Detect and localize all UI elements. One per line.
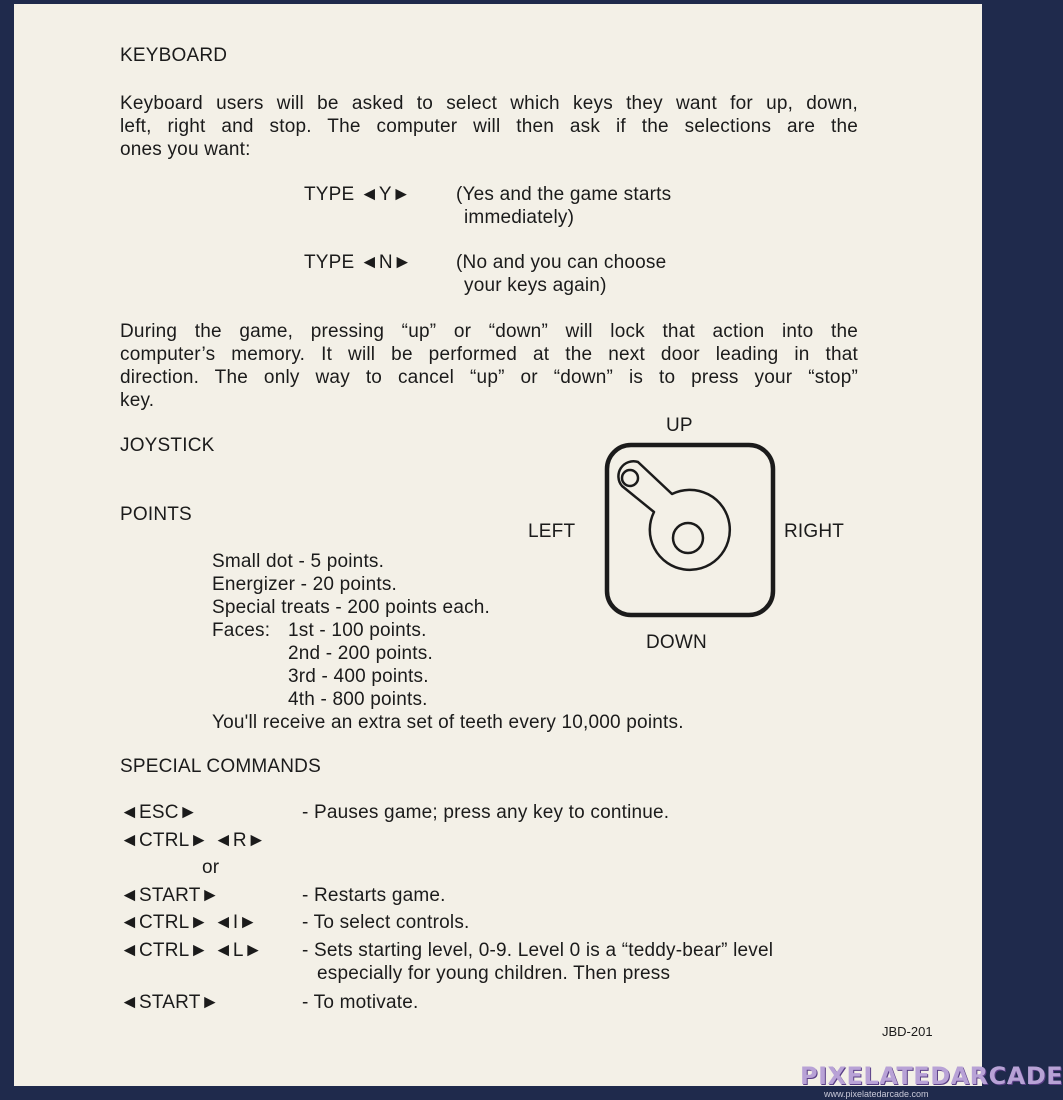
watermark-url: www.pixelatedarcade.com bbox=[824, 1089, 929, 1099]
start-desc: - Restarts game. bbox=[302, 885, 446, 906]
esc-key: ◄ESC► bbox=[120, 802, 198, 823]
joystick-diagram bbox=[604, 442, 776, 618]
keyboard-intro-line: left, right and stop. The computer will then ask if the selections are the bbox=[120, 116, 858, 137]
joystick-down-label: DOWN bbox=[646, 632, 707, 653]
points-special-treats: Special treats - 200 points each. bbox=[212, 597, 491, 618]
points-small-dot: Small dot - 5 points. bbox=[212, 551, 385, 572]
joystick-heading: JOYSTICK bbox=[120, 435, 215, 456]
type-n-desc: your keys again) bbox=[464, 275, 607, 296]
ctrl-i-key: ◄CTRL► ◄I► bbox=[120, 912, 258, 933]
joystick-right-label: RIGHT bbox=[784, 521, 845, 542]
points-face-2: 2nd - 200 points. bbox=[288, 643, 433, 664]
type-n-label: TYPE ◄N► bbox=[304, 252, 412, 273]
ctrl-l-desc: - Sets starting level, 0-9. Level 0 is a “teddy-bear” level bbox=[302, 940, 774, 961]
game-line: key. bbox=[120, 390, 155, 411]
points-faces-label: Faces: bbox=[212, 620, 271, 641]
manual-page bbox=[14, 4, 982, 1086]
document-code: JBD-201 bbox=[882, 1024, 933, 1039]
type-y-desc: (Yes and the game starts bbox=[456, 184, 672, 205]
game-line: computer’s memory. It will be performed at the next door leading in that bbox=[120, 344, 858, 365]
keyboard-intro-paragraph bbox=[120, 92, 858, 161]
points-face-1: 1st - 100 points. bbox=[288, 620, 427, 641]
game-paragraph bbox=[120, 320, 858, 412]
game-line: direction. The only way to cancel “up” or “down” is to press your “stop” bbox=[120, 367, 858, 388]
game-line: During the game, pressing “up” or “down” will lock that action into the bbox=[120, 321, 858, 342]
keyboard-intro-line: Keyboard users will be asked to select which keys they want for up, down, bbox=[120, 93, 858, 114]
type-y-label: TYPE ◄Y► bbox=[304, 184, 411, 205]
watermark-logo: PIXELATEDARCADE bbox=[800, 1062, 1063, 1090]
joystick-up-label: UP bbox=[666, 415, 693, 436]
points-heading: POINTS bbox=[120, 504, 192, 525]
joystick-lever bbox=[618, 461, 729, 570]
start2-key: ◄START► bbox=[120, 992, 220, 1013]
points-energizer: Energizer - 20 points. bbox=[212, 574, 397, 595]
type-n-desc: (No and you can choose bbox=[456, 252, 667, 273]
esc-desc: - Pauses game; press any key to continue. bbox=[302, 802, 670, 823]
points-face-3: 3rd - 400 points. bbox=[288, 666, 429, 687]
ctrl-l-key: ◄CTRL► ◄L► bbox=[120, 940, 263, 961]
joystick-base-knob bbox=[673, 523, 703, 553]
joystick-left-label: LEFT bbox=[528, 521, 576, 542]
points-face-4: 4th - 800 points. bbox=[288, 689, 428, 710]
keyboard-heading: KEYBOARD bbox=[120, 45, 228, 66]
or-text: or bbox=[202, 857, 220, 878]
start-key: ◄START► bbox=[120, 885, 220, 906]
start2-desc: - To motivate. bbox=[302, 992, 419, 1013]
commands-heading: SPECIAL COMMANDS bbox=[120, 756, 321, 777]
ctrl-l-desc: especially for young children. Then press bbox=[317, 963, 671, 984]
ctrl-i-desc: - To select controls. bbox=[302, 912, 470, 933]
keyboard-intro-line: ones you want: bbox=[120, 139, 251, 160]
ctrl-r-key: ◄CTRL► ◄R► bbox=[120, 830, 266, 851]
type-y-desc: immediately) bbox=[464, 207, 575, 228]
points-extra-teeth: You'll receive an extra set of teeth every 10,000 points. bbox=[212, 712, 684, 733]
joystick-lever-tip bbox=[622, 470, 638, 486]
